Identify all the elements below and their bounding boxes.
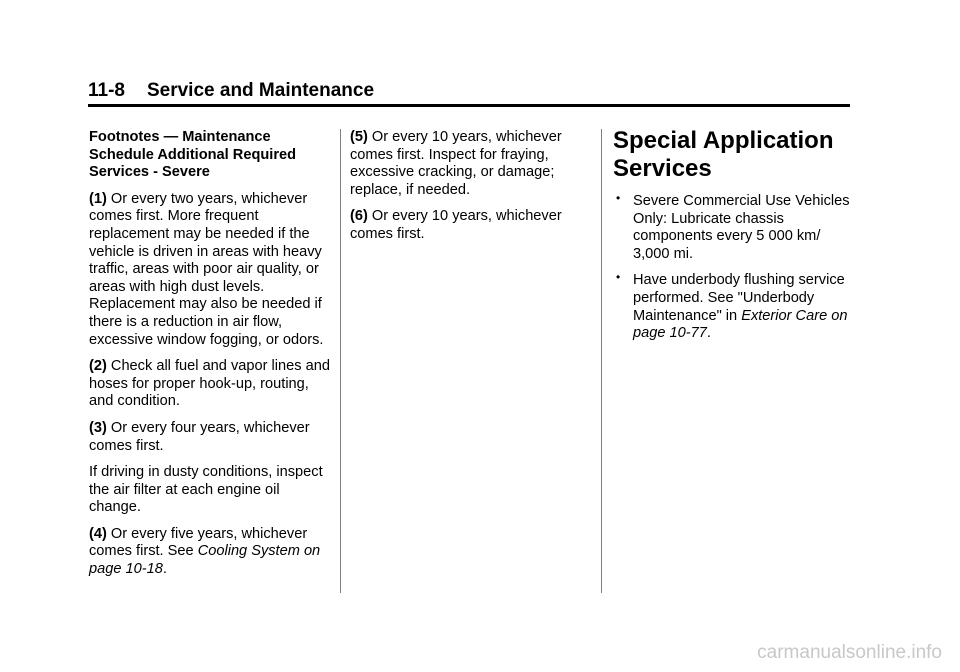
footnote-6: (6) Or every 10 years, whichever comes first. xyxy=(350,208,562,242)
watermark: carmanualsonline.info xyxy=(757,642,942,663)
page-header xyxy=(88,80,374,102)
list-item: • Have underbody flushing service performed. See "Underbody Maintenance" in Exterior Care on page 10-77. xyxy=(616,270,848,342)
footnote-4: (4) Or every five years, whichever comes first. See Cooling System on page 10-18. xyxy=(89,525,321,578)
footnote-5: (5) Or every 10 years, whichever comes first. Inspect for fraying, excessive cracking, or damage; replace, if needed. xyxy=(350,129,562,198)
footnote-2: (2) Check all fuel and vapor lines and hoses for proper hook-up, routing, and condition. xyxy=(89,358,330,410)
footnote-3-note: If driving in dusty conditions, inspect the air filter at each engine oil change. xyxy=(89,464,323,516)
list-item: • Severe Commercial Use Vehicles Only: Lubricate chassis components every 5 000 km/ 3,000 mi. xyxy=(616,191,850,262)
exterior-care-link[interactable]: Exterior Care on page 10-77 xyxy=(633,307,848,342)
column-1 xyxy=(89,129,334,588)
column-divider-2 xyxy=(601,129,602,593)
footnote-1: (1) Or every two years, whichever comes first. More frequent replacement may be needed if the vehicle is driven in areas with heavy traffic, areas with poor air quality, or areas with high dust levels. Replacement may also be needed if there is a reduction in air flow, excessive window fogging, or odors. xyxy=(89,190,324,348)
footnotes-heading: Footnotes — Maintenance Schedule Additional Required Services - Severe xyxy=(89,129,297,181)
bullet-icon: • xyxy=(616,191,621,205)
section-title: Service and Maintenance xyxy=(146,80,375,101)
column-divider-1 xyxy=(340,129,341,593)
special-services-heading: Special Application Services xyxy=(613,127,834,182)
column-3 xyxy=(613,129,858,352)
bullet-icon: • xyxy=(616,270,621,285)
footnote-3: (3) Or every four years, whichever comes first. xyxy=(89,419,310,454)
page-number: 11-8 xyxy=(88,80,125,101)
header-rule xyxy=(88,104,850,107)
special-services-list xyxy=(613,193,858,343)
cooling-system-link[interactable]: Cooling System on page 10-18 xyxy=(89,543,321,578)
column-2 xyxy=(350,129,582,253)
